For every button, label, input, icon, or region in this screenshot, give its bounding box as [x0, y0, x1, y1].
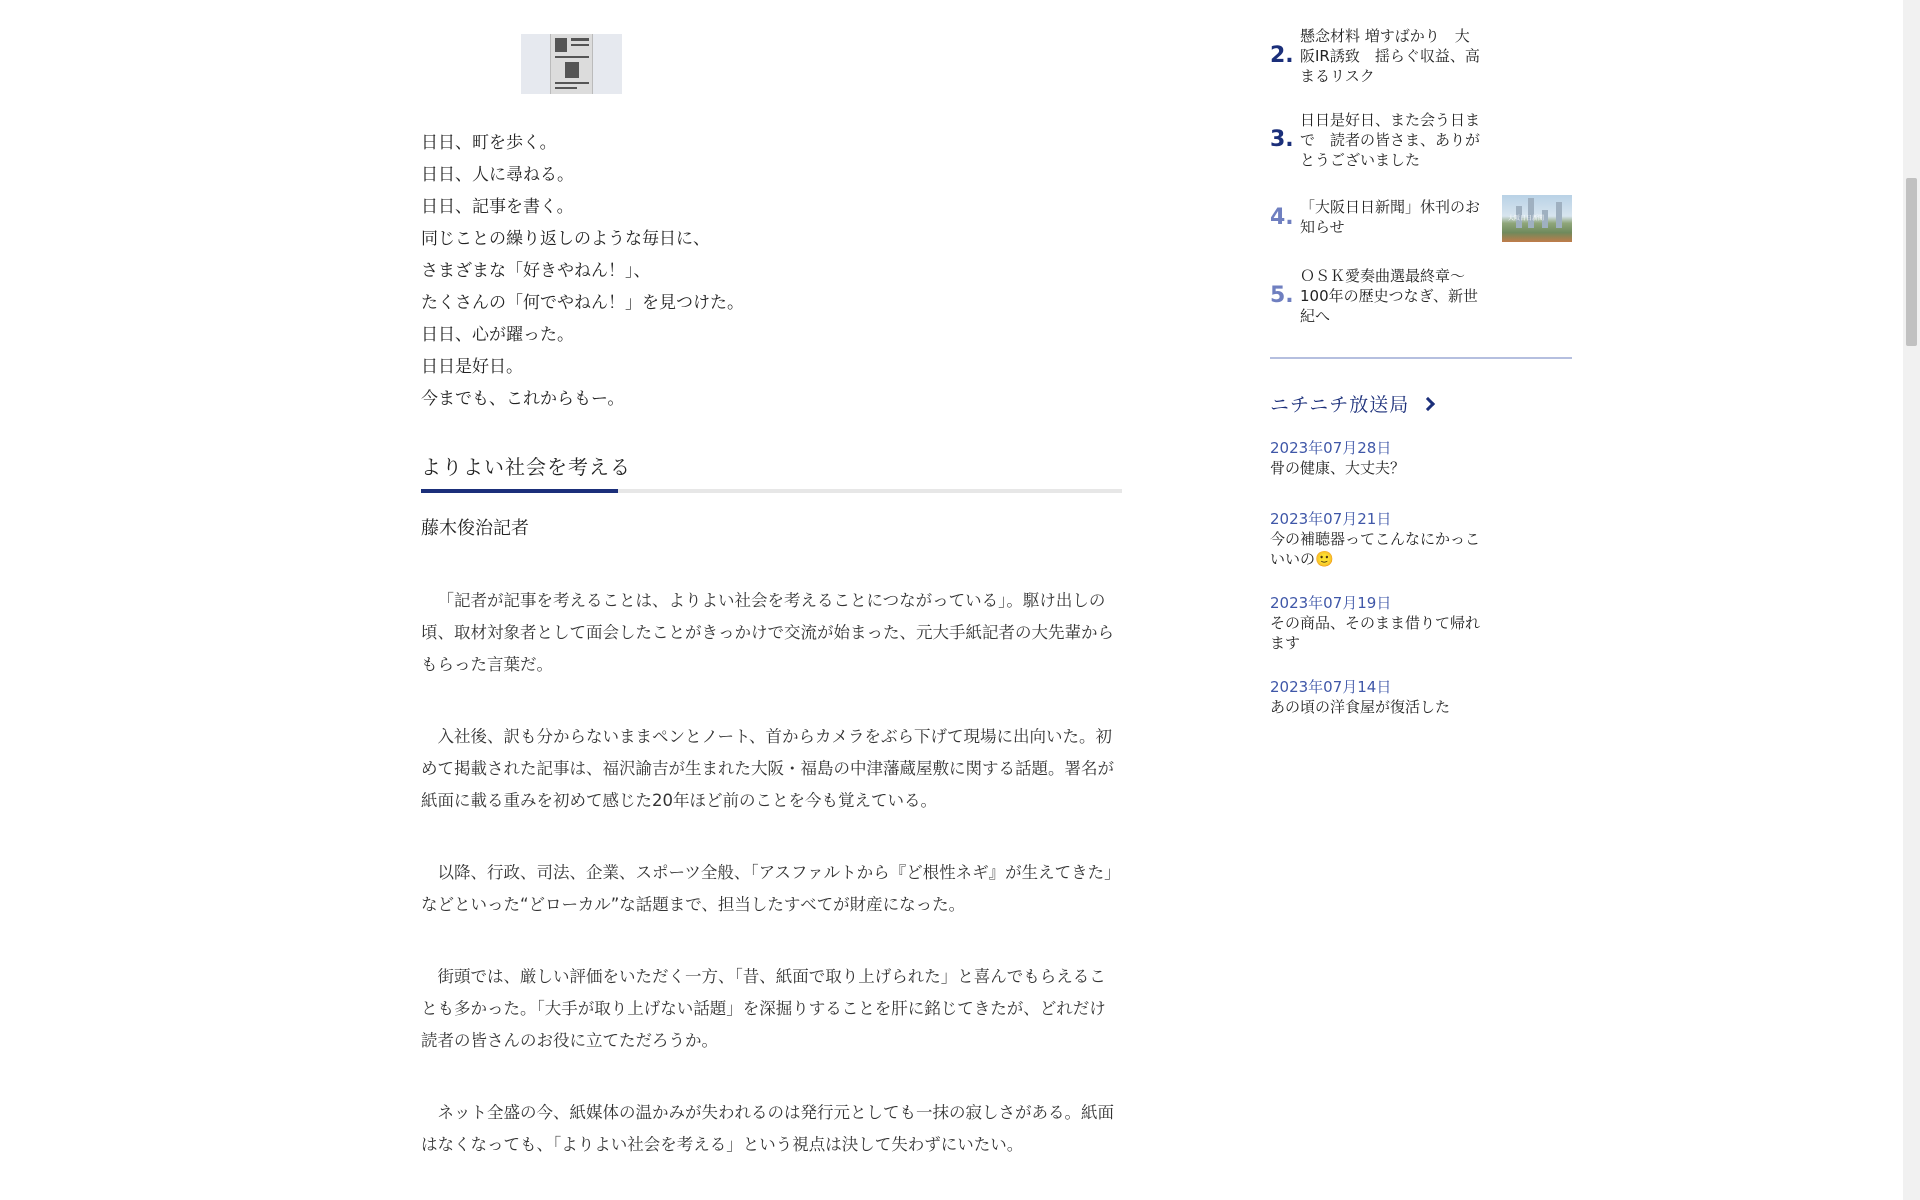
article-body: [421, 585, 1122, 1200]
vertical-scrollbar[interactable]: [1903, 0, 1920, 1200]
article-paragraph: 以降、行政、司法、企業、スポーツ全般、「アスファルトから『ど根性ネギ』が生えてきた」などといった“どローカル”な話題まで、担当したすべてが財産になった。: [421, 863, 1121, 914]
author-name: 藤木俊治記者: [421, 518, 529, 539]
radio-section-link[interactable]: [1270, 391, 1433, 419]
article-paragraph: ネット全盛の今、紙媒体の温かみが失われるのは発行元としても一抹の寂しさがある。紙面はなくなっても、「よりよい社会を考える」という視点は決して失わずにいたい。: [421, 1103, 1114, 1154]
ranking-item[interactable]: [1270, 110, 1572, 170]
section-underline-accent: [421, 489, 618, 493]
poem-line: 今までも、これからもー。: [421, 389, 625, 409]
section-header: [421, 451, 1122, 493]
poem-line: 日日、町を歩く。: [421, 133, 557, 153]
radio-news-item[interactable]: [1270, 509, 1490, 569]
poem-block: [421, 127, 1122, 415]
poem-line: さまざまな「好きやねん！」、: [421, 261, 651, 281]
article-paragraph: 入社後、訳も分からないままペンとノート、首からカメラをぶら下げて現場に出向いた。初めて掲載された記事は、福沢諭吉が生まれた大阪・福島の中津藩蔵屋敷に関する話題。署名が紙面に載る重みを初めて感じた20年ほど前のことを今も覚えている。: [421, 727, 1114, 810]
poem-line: 日日、人に尋ねる。: [421, 165, 574, 185]
ranking-thumbnail-image[interactable]: [1502, 195, 1572, 242]
article-paragraph: 「記者が記事を考えることは、よりよい社会を考えることにつながっている」。駆け出しの頃、取材対象者として面会したことがきっかけで交流が始まった、元大手紙記者の大先輩からもらった言葉だ。: [421, 591, 1114, 674]
rank-number: 4.: [1270, 205, 1294, 230]
poem-line: 日日、記事を書く。: [421, 197, 574, 217]
thumbnail-caption: 大阪日日新聞: [1508, 215, 1545, 222]
newspaper-thumbnail-icon[interactable]: [521, 34, 622, 94]
poem-line: たくさんの「何でやねん！」を見つけた。: [421, 293, 744, 313]
news-title[interactable]: あの頃の洋食屋が復活した: [1270, 698, 1451, 716]
ranking-item[interactable]: [1270, 266, 1572, 326]
ranking-item[interactable]: [1270, 26, 1572, 86]
poem-line: 日日是好日。: [421, 357, 523, 377]
news-title[interactable]: 骨の健康、大丈夫？: [1270, 459, 1406, 477]
chevron-right-icon: [1421, 397, 1435, 411]
news-date: 2023年07月21日: [1270, 510, 1392, 528]
sidebar-divider: [1270, 357, 1572, 359]
news-date: 2023年07月14日: [1270, 678, 1392, 696]
news-title[interactable]: その商品、そのまま借りて帰れます: [1270, 614, 1481, 652]
scrollbar-thumb[interactable]: [1906, 178, 1917, 346]
poem-line: 日日、心が躍った。: [421, 325, 574, 345]
radio-news-item[interactable]: [1270, 677, 1490, 717]
radio-section-title: ニチニチ放送局: [1270, 394, 1410, 416]
article-paragraph: 街頭では、厳しい評価をいただく一方、「昔、紙面で取り上げられた」と喜んでもらえることも多かった。「大手が取り上げない話題」を深掘りすることを肝に銘じてきたが、どれだけ読者の皆さんのお役に立てただろうか。: [421, 967, 1106, 1050]
ranking-title[interactable]: 懸念材料 増すばかり 大阪IR誘致 揺らぐ収益、高まるリスク: [1300, 27, 1480, 85]
news-date: 2023年07月28日: [1270, 439, 1392, 457]
ranking-title[interactable]: 日日是好日、また会う日まで 読者の皆さま、ありがとうございました: [1300, 111, 1481, 169]
rank-number: 5.: [1270, 283, 1294, 308]
ranking-title[interactable]: ＯＳＫ愛奏曲選最終章～100年の歴史つなぎ、新世紀へ: [1300, 267, 1479, 325]
rank-number: 2.: [1270, 43, 1294, 68]
radio-news-item[interactable]: [1270, 593, 1490, 653]
poem-line: 同じことの繰り返しのような毎日に、: [421, 229, 710, 249]
rank-number: 3.: [1270, 127, 1294, 152]
news-date: 2023年07月19日: [1270, 594, 1392, 612]
radio-news-item[interactable]: [1270, 438, 1490, 478]
ranking-item[interactable]: [1270, 195, 1572, 245]
ranking-title[interactable]: 「大阪日日新聞」休刊のお知らせ: [1300, 198, 1481, 236]
section-title: よりよい社会を考える: [421, 455, 631, 479]
news-title[interactable]: 今の補聴器ってこんなにかっこいいの🙂: [1270, 530, 1481, 568]
